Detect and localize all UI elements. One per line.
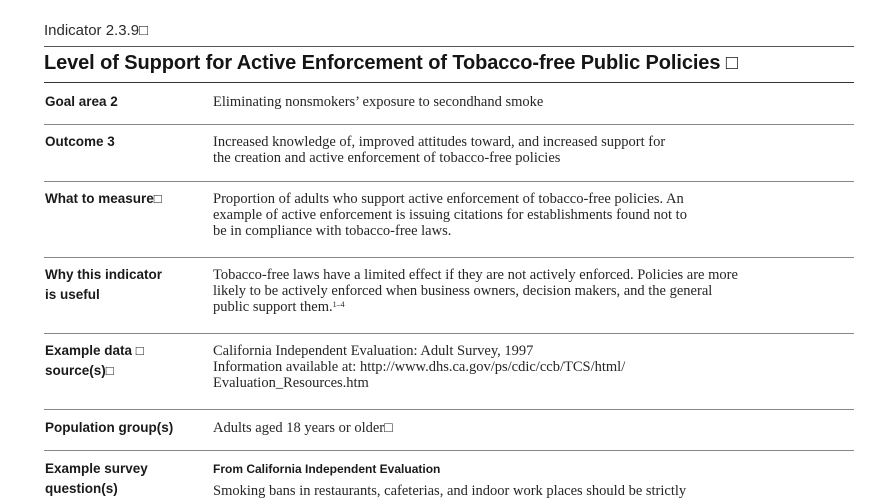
citation-superscript: 1–4: [332, 300, 345, 309]
body-line: example of active enforcement is issuing citations for establishments found not to: [213, 207, 687, 223]
body-line: Proportion of adults who support active enforcement of tobacco-free policies. An: [213, 191, 684, 207]
label-line: question(s): [45, 481, 118, 496]
row-label: [45, 459, 205, 499]
label-line: source(s)□: [45, 363, 114, 378]
body-line: Smoking bans in restaurants, cafeterias, and indoor work places should be strictly: [213, 483, 687, 499]
title-rule: [44, 82, 854, 83]
body-line: the creation and active enforcement of tobacco-free policies: [213, 150, 561, 166]
body-line: [213, 299, 853, 315]
body-line: Evaluation_Resources.htm: [213, 375, 369, 391]
row-body: [213, 420, 853, 436]
page-title: Level of Support for Active Enforcement of Tobacco-free Public Policies □: [44, 52, 738, 74]
row-body: [213, 343, 853, 391]
row-body: [213, 191, 853, 239]
body-line: likely to be actively enforced when business owners, decision makers, and the general: [213, 283, 713, 299]
survey-source-heading: From California Independent Evaluation: [213, 462, 441, 476]
row-label: [45, 265, 205, 305]
row-label: Population group(s): [45, 420, 174, 435]
row-separator: [44, 409, 854, 410]
body-text: public support them.: [213, 299, 333, 315]
indicator-number: Indicator 2.3.9□: [44, 22, 149, 39]
row-separator: [44, 257, 854, 258]
row-label: Outcome 3: [45, 134, 115, 149]
row-label: [45, 341, 205, 381]
row-separator: [44, 450, 854, 451]
row-separator: [44, 333, 854, 334]
body-line: Adults aged 18 years or older□: [213, 420, 393, 436]
body-line: Increased knowledge of, improved attitudes toward, and increased support for: [213, 134, 666, 150]
row-body: [213, 134, 853, 166]
label-line: is useful: [45, 287, 100, 302]
row-separator: [44, 124, 854, 125]
body-line: California Independent Evaluation: Adult Survey, 1997: [213, 343, 534, 359]
body-line: Eliminating nonsmokers’ exposure to secondhand smoke: [213, 94, 544, 110]
label-line: Why this indicator: [45, 267, 163, 282]
label-line: Example data □: [45, 343, 144, 358]
body-line: Tobacco-free laws have a limited effect if they are not actively enforced. Policies are more: [213, 267, 738, 283]
body-line: Information available at: http://www.dhs.ca.gov/ps/cdic/ccb/TCS/html/: [213, 359, 626, 375]
row-body: [213, 267, 853, 315]
body-line: be in compliance with tobacco-free laws.: [213, 223, 452, 239]
row-separator: [44, 181, 854, 182]
row-body: [213, 94, 853, 110]
row-label: What to measure□: [45, 191, 162, 206]
top-rule: [44, 46, 854, 47]
label-line: Example survey: [45, 461, 148, 476]
row-body: [213, 461, 853, 499]
row-label: Goal area 2: [45, 94, 118, 109]
